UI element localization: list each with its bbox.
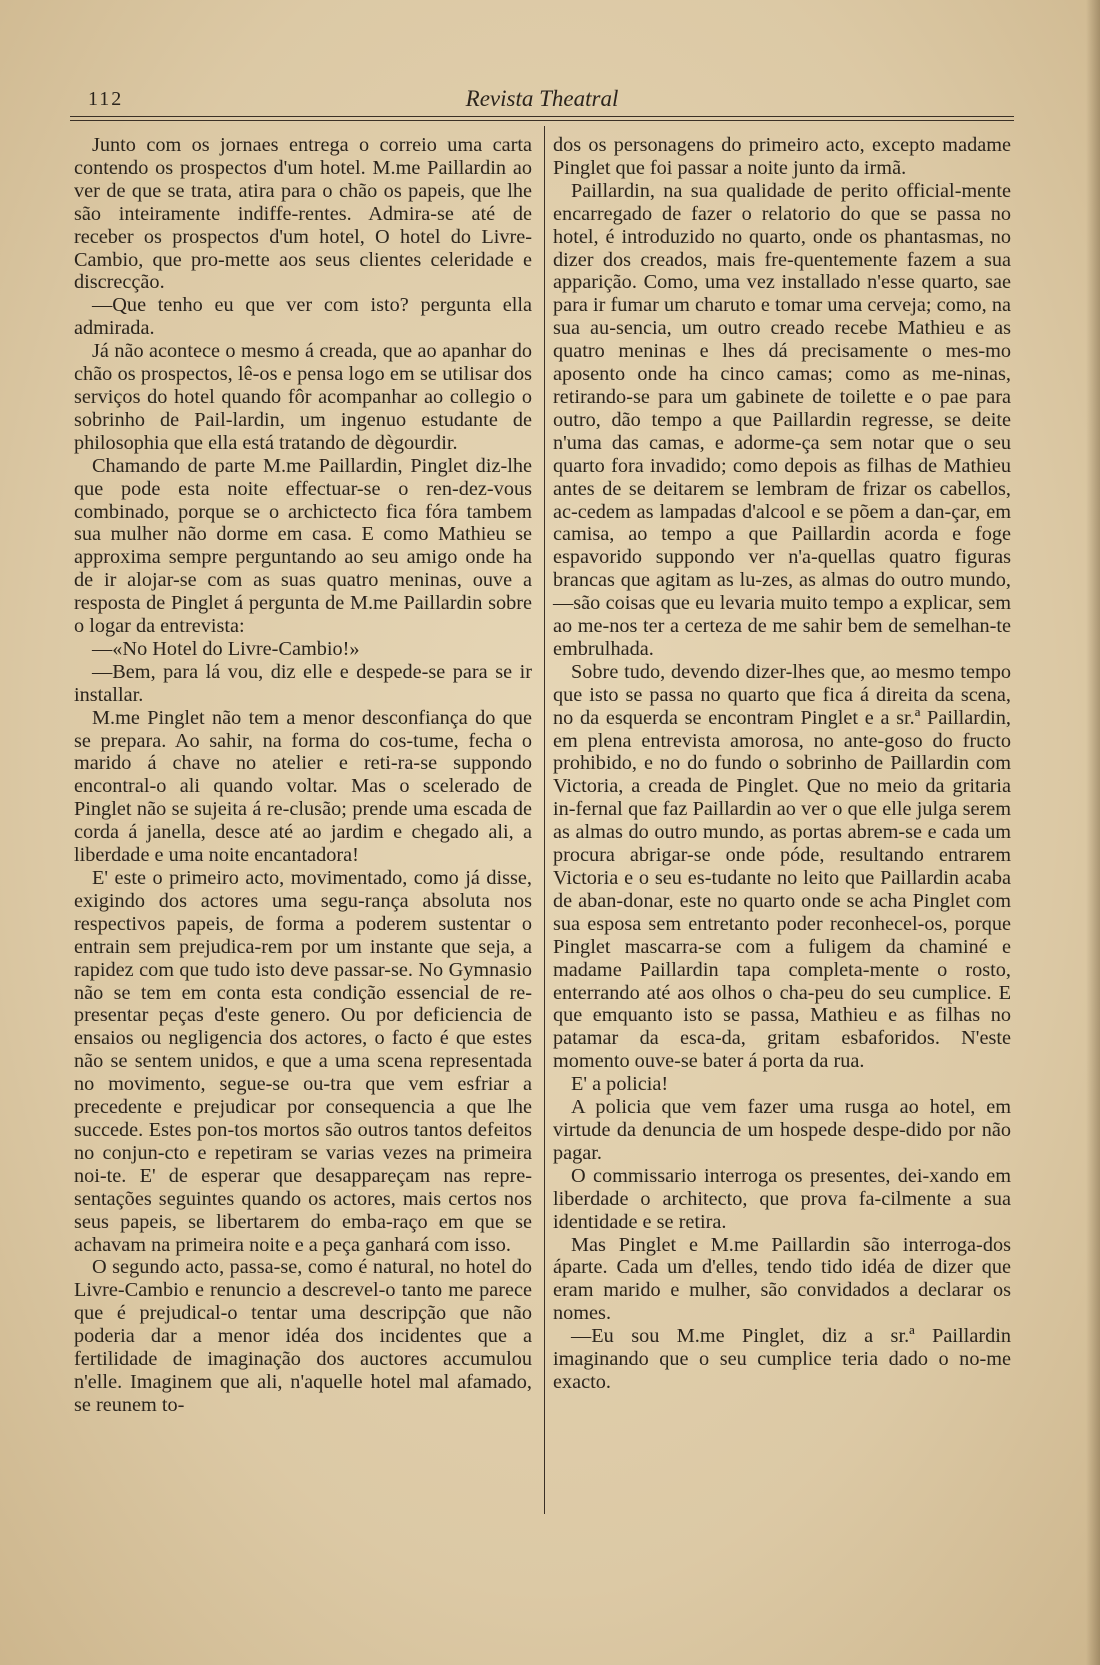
paragraph: Sobre tudo, devendo dizer-lhes que, ao mesmo tempo que isto se passa no quarto que fica á direita da scena, no da esquerda se encontram Pinglet e a sr.ª Paillardin, em plena entrevista amorosa, no ante-goso do fructo prohibido, e no do fundo o sobrinho de Paillardin com Victoria, a creada de Pinglet. Que no meio da gritaria in-fernal que faz Paillardin ao ver o que elle julga serem as almas do outro mundo, as portas abrem-se e cada um procura abrigar-se onde póde, resultando entrarem Victoria e o seu es-tudante no leito que Paillardin acaba de aban-donar, este no quarto onde se acha Pinglet com sua esposa sem entretanto poder reconhecel-os, porque Pinglet mascarra-se com a fuligem da chaminé e madame Paillardin tapa completa-mente o rosto, enterrando até aos olhos o cha-peu do seu cumplice. E que emquanto isto se passa, Mathieu e as filhas no patamar da esca-da, gritam esbaforidos. N'este momento ouve-se bater á porta da rua. xyxy=(553,660,1011,1073)
paragraph: Junto com os jornaes entrega o correio uma carta contendo os prospectos d'um hotel. M.me Paillardin ao ver de que se trata, atira para o chão os papeis, que lhe são inteiramente indiffe-rentes. Admira-se até de receber os prospectos d'um hotel, O hotel do Livre-Cambio, que pro-mette aos seus clientes celeridade e discrecção. xyxy=(74,134,532,294)
header-rule-thin xyxy=(70,120,1014,121)
page-header xyxy=(70,86,1014,116)
paragraph: Já não acontece o mesmo á creada, que ao apanhar do chão os prospectos, lê-os e pensa logo em se utilisar dos serviços do hotel quando fôr acompanhar ao collegio o sobrinho de Pail-lardin, um ingenuo estudante de philosophia que ella está tratando de dègourdir. xyxy=(74,340,532,454)
paragraph: —«No Hotel do Livre-Cambio!» xyxy=(92,637,360,660)
paragraph: O segundo acto, passa-se, como é natural, no hotel do Livre-Cambio e renuncio a descrevel-o tanto me parece que é prejudical-o tentar uma descripção que não poderia dar a menor idéa dos incidentes que a fertilidade de imaginação dos auctores accumulou n'elle. Imaginem que ali, n'aquelle hotel mal afamado, se reunem to- xyxy=(74,1256,532,1416)
header-rule xyxy=(70,116,1014,117)
left-column xyxy=(74,134,532,1417)
paragraph: E' este o primeiro acto, movimentado, como já disse, exigindo dos actores uma segu-rança absoluta nos respectivos papeis, de forma a poderem sustentar o entrain sem prejudica-rem por um instante que seja, a rapidez com que tudo isto deve passar-se. No Gymnasio não se tem em conta esta condição essencial de re-presentar peças d'este genero. Ou por deficiencia de ensaios ou negligencia dos actores, o facto é que estes não se sentem unidos, e que a uma scena representada no movimento, segue-se ou-tra que vem esfriar a precedente e prejudicar por consequencia a que lhe succede. Estes pon-tos mortos são outros tantos defeitos no conjun-cto e repetiram se varias vezes na primeira noi-te. E' de esperar que desappareçam nas repre-sentações seguintes quando os actores, mais certos nos seus papeis, se libertarem do emba-raço em que se achavam na primeira noite e a peça ganhará com isso. xyxy=(74,867,532,1256)
paragraph: Chamando de parte M.me Paillardin, Pinglet diz-lhe que pode esta noite effectuar-se o ren-dez-vous combinado, porque se o archictecto fica fóra tambem sua mulher não dorme em casa. E como Mathieu se approxima sempre perguntando ao seu amigo onde ha de ir alojar-se com as suas quatro meninas, ouve a resposta de Pinglet á pergunta de M.me Paillardin sobre o logar da entrevista: xyxy=(74,454,532,638)
paragraph: —Eu sou M.me Pinglet, diz a sr.ª Paillardin imaginando que o seu cumplice teria dado o no-me exacto. xyxy=(553,1325,1011,1393)
paragraph: —Bem, para lá vou, diz elle e despede-se para se ir installar. xyxy=(74,660,532,706)
paragraph: A policia que vem fazer uma rusga ao hotel, em virtude da denuncia de um hospede despe-dido por não pagar. xyxy=(553,1096,1011,1164)
paragraph: —Que tenho eu que ver com isto? pergunta ella admirada. xyxy=(74,294,532,340)
paragraph: O commissario interroga os presentes, dei-xando em liberdade o architecto, que prova fa-cilmente a sua identidade e se retira. xyxy=(553,1164,1011,1233)
paragraph: E' a policia! xyxy=(571,1073,669,1096)
paragraph: Mas Pinglet e M.me Paillardin são interroga-dos áparte. Cada um d'elles, tendo tido idéa de dizer que eram marido e mulher, são convidados a declarar os nomes. xyxy=(553,1233,1011,1325)
right-column xyxy=(553,134,1011,1394)
paragraph: dos os personagens do primeiro acto, excepto madame Pinglet que foi passar a noite junto da irmã. xyxy=(553,134,1011,179)
paragraph: M.me Pinglet não tem a menor desconfiança do que se prepara. Ao sahir, na forma do cos-tume, fecha o marido á chave no atelier e reti-ra-se suppondo encontral-o ali quando voltar. Mas o scelerado de Pinglet não se sujeita á re-clusão; prende uma escada de corda á janella, desce até ao jardim e chegado ali, a liberdade e uma noite encantadora! xyxy=(74,706,532,867)
journal-title: Revista Theatral xyxy=(465,86,619,111)
paragraph: Paillardin, na sua qualidade de perito official-mente encarregado de fazer o relatorio do que se passa no hotel, é introduzido no quarto, onde os phantasmas, no dizer dos creados, mais fre-quentemente fazem a sua apparição. Como, uma vez installado n'esse quarto, sae para ir fumar um charuto e tomar uma cerveja; como, na sua au-sencia, um outro creado recebe Mathieu e as quatro meninas e lhes dá precisamente o mes-mo aposento onde ha cinco camas; como as me-ninas, retirando-se para um gabinete de toilette e o pae para outro, dão tempo a que Paillardin regresse, se deite n'uma das camas, e adorme-ça sem notar que o seu quarto fora invadido; como depois as filhas de Mathieu antes de se deitarem se lembram de frizar os cabellos, ac-cedem as lampadas d'alcool e se põem a dan-çar, em camisa, ao tempo a que Paillardin acorda e foge espavorido suppondo ver n'a-quellas quatro figuras brancas que agitam as lu-zes, as almas do outro mundo,—são coisas que eu levaria muito tempo a explicar, sem ao me-nos ter a certeza de me sahir bem de semelhan-te embrulhada. xyxy=(553,179,1011,660)
column-divider xyxy=(544,126,545,1514)
page-number: 112 xyxy=(88,88,124,110)
